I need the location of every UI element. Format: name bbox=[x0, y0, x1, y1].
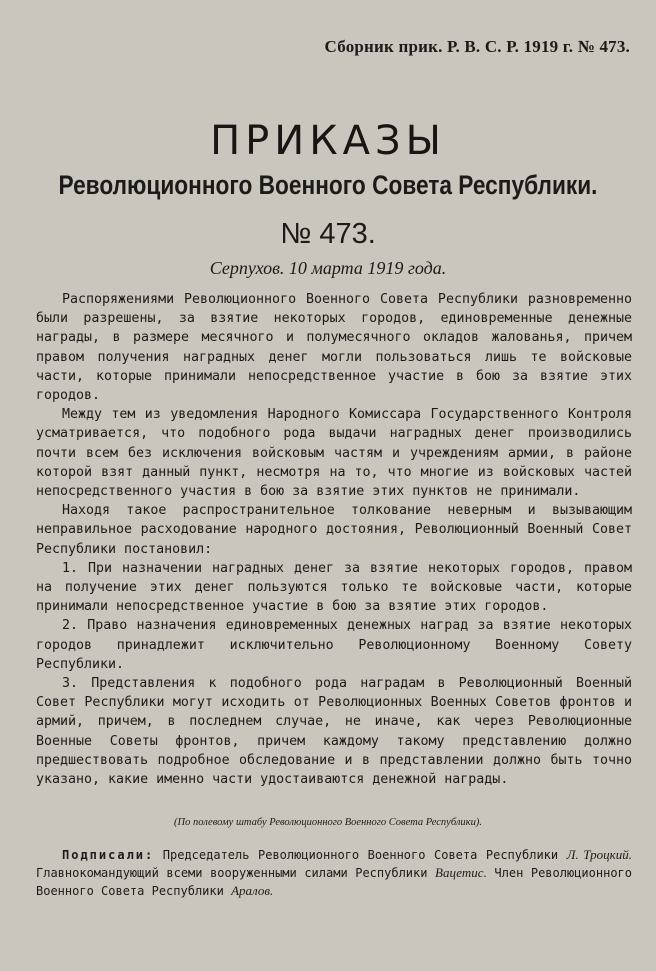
source-note: (По полевому штабу Революционного Военного Совета Республики). bbox=[174, 817, 482, 828]
dateline: Серпухов. 10 марта 1919 года. bbox=[209, 258, 447, 278]
order-body bbox=[36, 290, 632, 789]
signer-2-role: Главнокомандующий всеми вооруженными силами Республики bbox=[36, 866, 436, 880]
signer-3-name: Аралов. bbox=[231, 883, 274, 898]
paragraph: 1. При назначении наградных денег за взятие некоторых городов, правом на получение этих денег пользуются только те войсковые части, которые принимали непосредственное участие в бою за взятие этих городов. bbox=[36, 560, 632, 615]
document-subtitle: Революционного Военного Совета Республики. bbox=[58, 170, 598, 200]
paragraph: 3. Представления к подобного рода наградам в Революционный Военный Совет Республики могут исходить от Революционных Военных Советов фронтов и армий, причем, в последнем случае, не иначе, как через Революционные Военные Советы фронтов, причем каждому такому представлению должно предшествовать подробное обследование и в представлении должно быть точно указано, какие именно части удостаиваются денежной награды. bbox=[36, 676, 632, 788]
paragraph: 2. Право назначения единовременных денежных наград за взятие некоторых городов принадлежит исключительно Революционному Военному Совету Республики. bbox=[36, 618, 632, 672]
collection-reference: Сборник прик. Р. В. С. Р. 1919 г. № 473. bbox=[324, 37, 630, 56]
signer-3-role: Член Революционного Военного Совета Республики bbox=[36, 866, 632, 898]
signer-1-name: Л. Троцкий. bbox=[566, 847, 633, 862]
signer-1-role: Председатель Революционного Военного Совета Республики bbox=[154, 848, 567, 862]
paragraph: Между тем из уведомления Народного Комиссара Государственного Контроля усматривается, что подобного рода выдачи наградных денег производились почти всем без исключения войсковым частям и учреждениям армии, в районе которой взят данный пункт, несмотря на то, что многие из войсковых частей непосредственного участия в бою за взятие этих пунктов не принимали. bbox=[36, 407, 632, 500]
signatures-lead: Подписали: bbox=[62, 848, 155, 862]
order-number: № 473. bbox=[280, 218, 376, 250]
paragraph: Распоряжениями Революционного Военного Совета Республики разновременно были разрешены, за взятие некоторых городов, единовременные денежные награды, в размере месячного и полумесячного окладов жалованья, причем правом получения наградных денег могли пользоваться лишь те войсковые части, которые принимали непосредственное участие в бою за взятие этих городов. bbox=[36, 292, 632, 404]
signatures-block bbox=[36, 846, 632, 900]
paragraph: Находя такое распространительное толкование неверным и вызывающим неправильное расходование народного достояния, Революционный Военный Совет Республики постановил: bbox=[36, 503, 632, 557]
signer-2-name: Вацетис. bbox=[435, 865, 487, 880]
document-title: ПРИКАЗЫ bbox=[210, 118, 446, 164]
